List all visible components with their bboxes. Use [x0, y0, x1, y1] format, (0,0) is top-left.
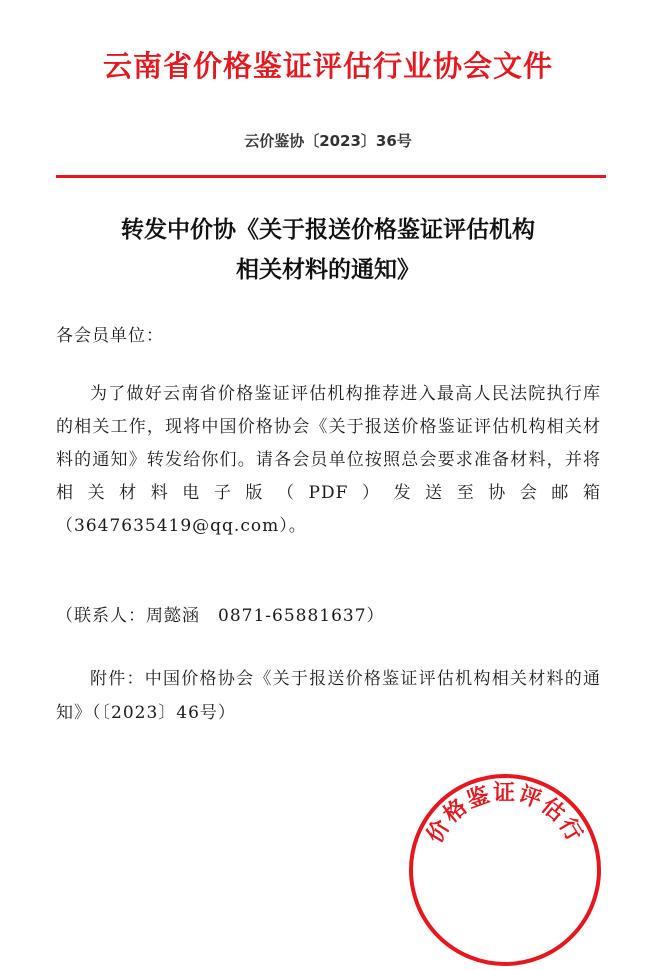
document-header-title: 云南省价格鉴证评估行业协会文件: [102, 49, 553, 83]
document-title-line1: 转发中价协《关于报送价格鉴证评估机构: [121, 217, 535, 243]
body-paragraph: 为了做好云南省价格鉴证评估机构推荐进入最高人民法院执行库的相关工作，现将中国价格协会《关于报送价格鉴证评估机构相关材料的通知》转发给你们。请各会员单位按照总会要求准备材料，并将相关材料电子版（PDF）发送至协会邮箱（3647635419@qq.com）。: [56, 384, 601, 536]
seal-text: [422, 781, 589, 847]
document-title-line2: 相关材料的通知》: [236, 257, 420, 283]
contact-info: （联系人：周懿涵 0871-65881637）: [56, 606, 385, 626]
salutation: 各会员单位：: [56, 326, 164, 346]
seal-text-path: 价格鉴证评估行: [422, 781, 588, 848]
document-number: 云价鉴协〔2023〕36号: [244, 132, 412, 150]
attachment-note: 附件：中国价格协会《关于报送价格鉴证评估机构相关材料的通知》（〔2023〕46号）: [56, 669, 601, 723]
red-divider-line: [56, 175, 606, 178]
official-seal-stamp: [405, 770, 605, 970]
document-title: [40, 210, 616, 290]
